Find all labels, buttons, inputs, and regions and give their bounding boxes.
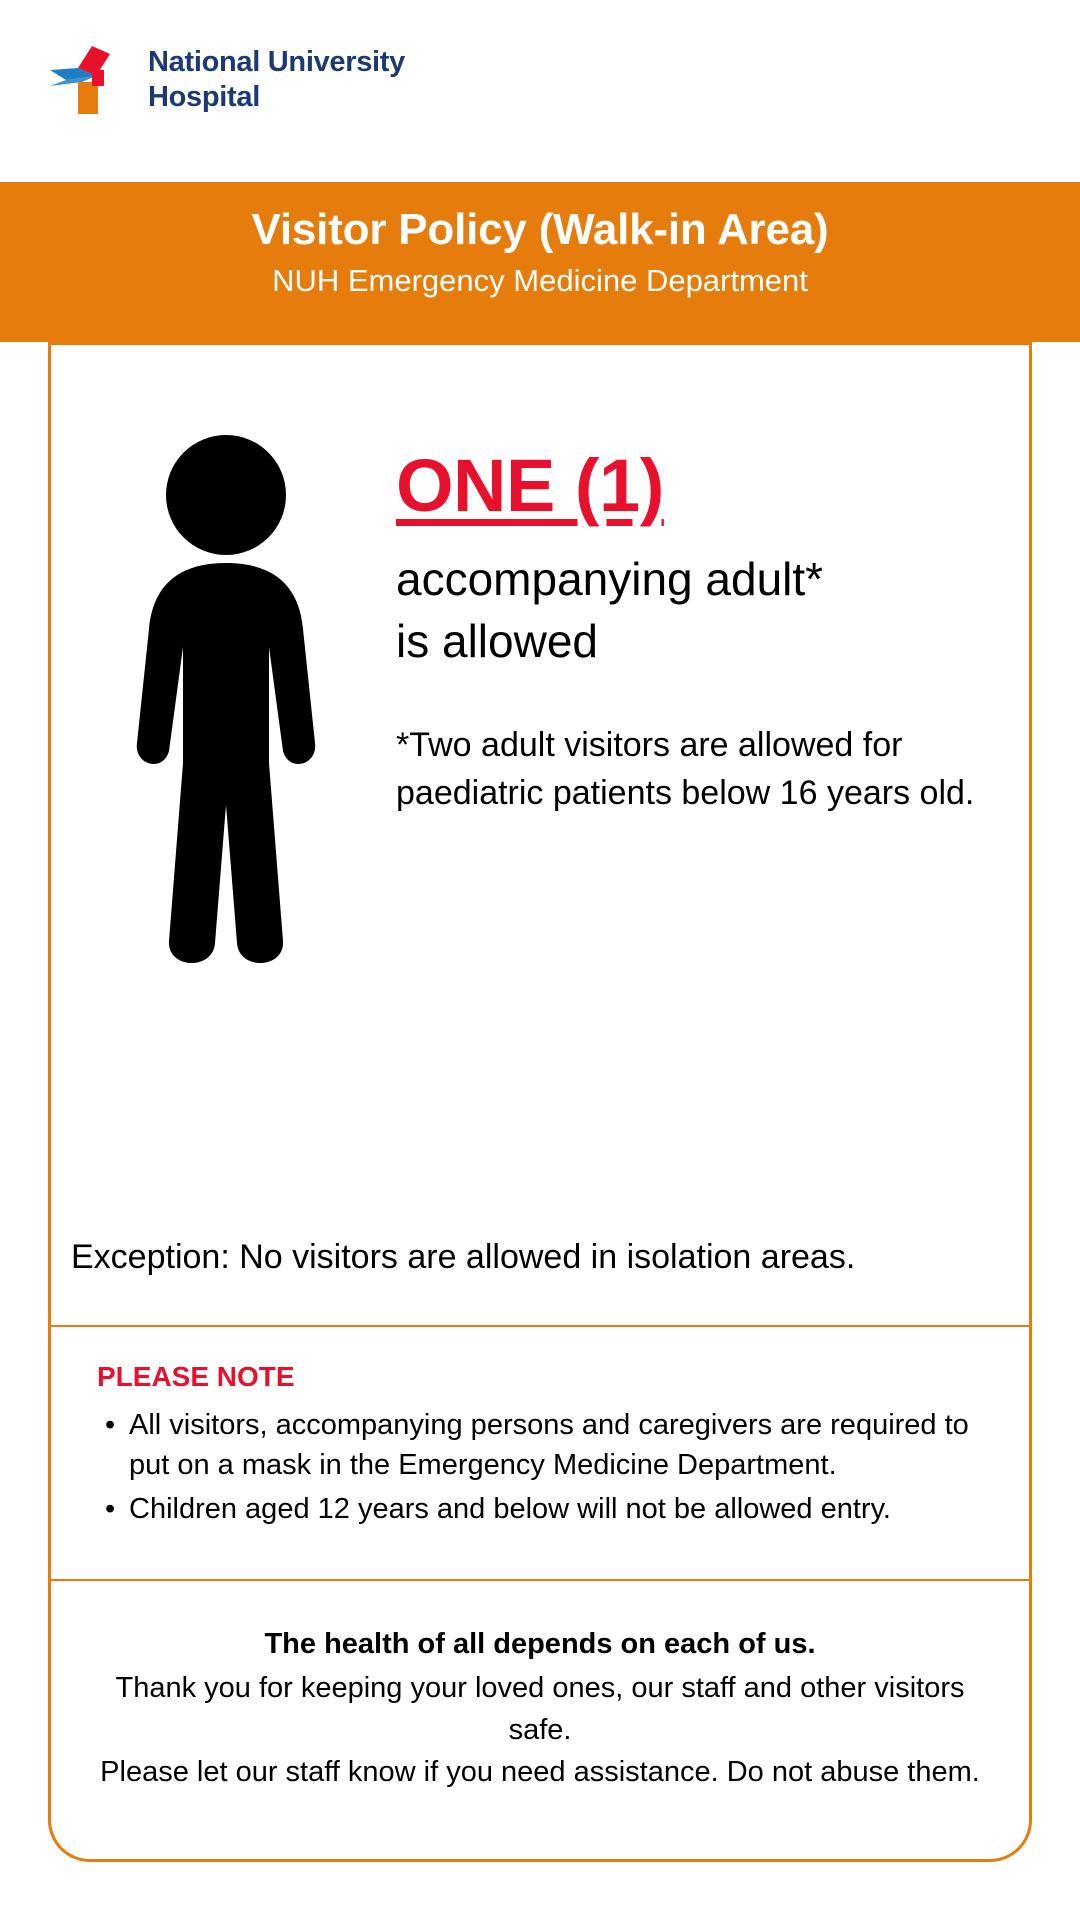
policy-main-section bbox=[51, 345, 1029, 1325]
logo bbox=[48, 42, 405, 118]
please-note-list bbox=[91, 1405, 989, 1529]
please-note-section bbox=[51, 1327, 1029, 1579]
list-item: • All visitors, accompanying persons and caregivers are required to put on a mask in the Emergency Medicine Department. bbox=[91, 1405, 989, 1485]
logo-text-line1: National University bbox=[148, 45, 405, 78]
sub-headline-line2: is allowed bbox=[396, 615, 598, 668]
footnote: *Two adult visitors are allowed for paediatric patients below 16 years old. bbox=[396, 725, 975, 812]
policy-card bbox=[48, 342, 1032, 1862]
footer-line-3: Please let our staff know if you need assistance. Do not abuse them. bbox=[100, 1756, 980, 1789]
exception-text: Exception: No visitors are allowed in isolation areas. bbox=[71, 1238, 856, 1277]
standing-person-icon bbox=[101, 433, 351, 993]
footer-section bbox=[51, 1581, 1029, 1793]
page-subtitle: NUH Emergency Medicine Department bbox=[272, 263, 808, 298]
footer-line-2: Thank you for keeping your loved ones, our staff and other visitors safe. bbox=[115, 1672, 965, 1747]
please-note-title: PLEASE NOTE bbox=[97, 1361, 295, 1392]
list-item: • Children aged 12 years and below will not be allowed entry. bbox=[91, 1489, 989, 1529]
footer-bold-line: The health of all depends on each of us. bbox=[264, 1628, 816, 1660]
logo-text bbox=[148, 45, 405, 116]
logo-text-line2: Hospital bbox=[148, 81, 260, 113]
page-title: Visitor Policy (Walk-in Area) bbox=[251, 205, 829, 254]
sub-headline bbox=[396, 548, 996, 672]
logo-bar bbox=[0, 0, 1080, 182]
headline: ONE (1) bbox=[396, 444, 664, 527]
policy-text-block bbox=[396, 445, 996, 817]
header-band bbox=[0, 182, 1080, 342]
sub-headline-line1: accompanying adult* bbox=[396, 553, 824, 606]
nuh-logo-icon bbox=[48, 42, 134, 118]
